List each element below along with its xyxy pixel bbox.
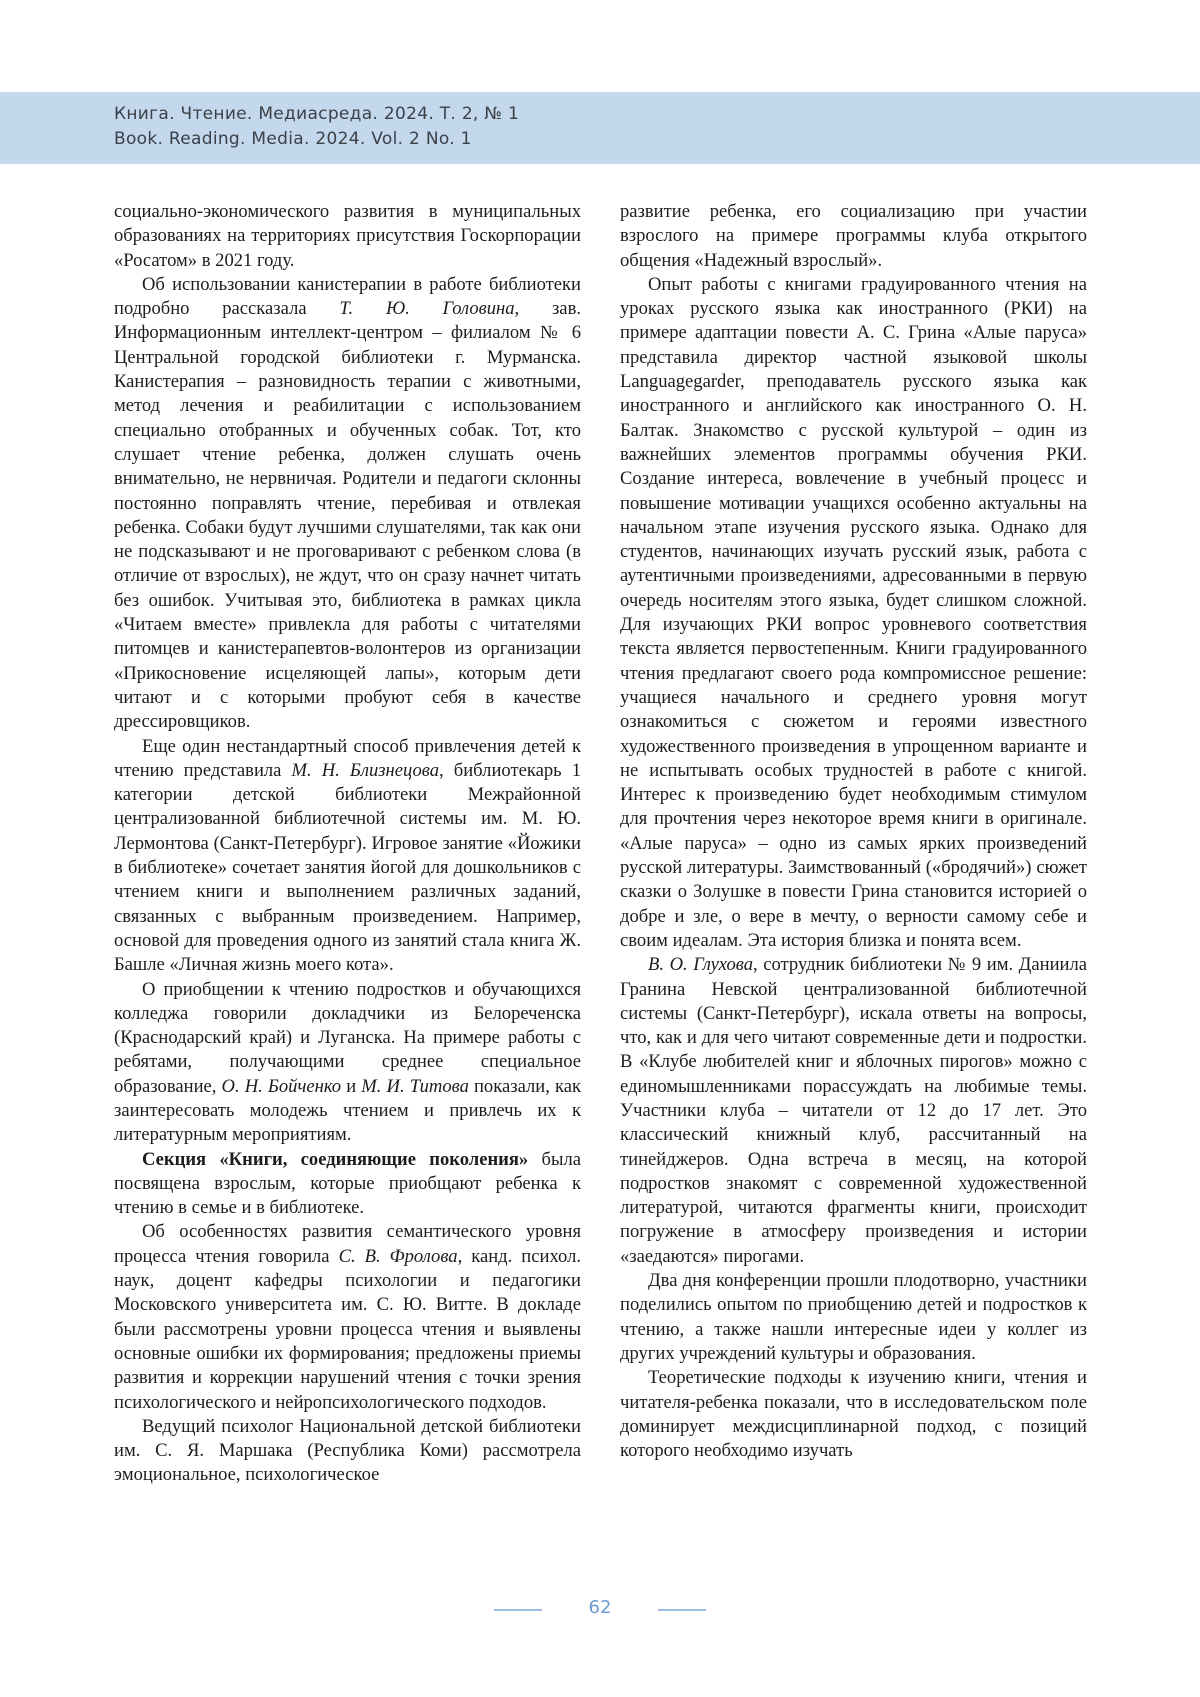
- text-run: Теоретические подходы к изучению книги, чтения и читателя-ребенка показали, что в исследовательском поле доминирует междисциплинарной подход, с позиций которого необходимо изучать: [620, 1367, 1087, 1462]
- paragraph: [620, 200, 1087, 273]
- text-run: и: [341, 1075, 362, 1097]
- footer-rule-right: [658, 1609, 706, 1611]
- paragraph: [114, 1415, 581, 1488]
- text-run: социально-экономического развития в муниципальных образованиях на территориях присутствия Госкорпорации «Росатом» в 2021 году.: [114, 201, 581, 271]
- text-run: Об использовании канистерапии в работе библиотеки подробно рассказала: [114, 273, 581, 320]
- text-run: развитие ребенка, его социализацию при участии взрослого на примере программы клуба открытого общения «Надежный взрослый».: [620, 201, 1087, 271]
- paragraph: [114, 978, 581, 1148]
- paragraph: [620, 1269, 1087, 1366]
- person-name: О. Н. Бойченко: [221, 1075, 342, 1097]
- text-run: , канд. психол. наук, доцент кафедры психологии и педагогики Московского университета им. С. Ю. Витте. В докладе были рассмотрены уровни процесса чтения и выявлены основные ошибки их формирования; предложены приемы развития и коррекции нарушений чтения с точки зрения психологического и нейропсихологического подходов.: [114, 1245, 582, 1413]
- page-number: 62: [588, 1597, 612, 1618]
- text-run: Еще один нестандартный способ привлечения детей к чтению представила: [114, 735, 581, 781]
- journal-title-en: Book. Reading. Media. 2024. Vol. 2 No. 1: [114, 129, 472, 149]
- text-run: Два дня конференции прошли плодотворно, участники поделились опытом по приобщению детей и подростков к чтению, а также нашли интересные идеи у коллег из других учреждений культуры и образования.: [620, 1270, 1087, 1364]
- person-name: М. Н. Близнецова: [291, 759, 440, 781]
- text-run: Об особенностях развития семантического уровня процесса чтения говорила: [114, 1221, 581, 1267]
- text-run: , библиотекарь 1 категории детской библиотеки Межрайонной централизованной библиотечной системы им. М. Ю. Лермонтова (Санкт-Петербург). Игровое занятие «Йожики в библиотеке» сочетает занятия йогой для дошкольников с чтением книги и выполнением различных заданий, связанных с выбранным произведением. Например, основой для проведения одного из занятий стала книга Ж. Башле «Личная жизнь моего кота».: [114, 759, 581, 976]
- left-column: [114, 200, 581, 1488]
- person-name: В. О. Глухова: [648, 954, 754, 976]
- paragraph: [114, 735, 581, 978]
- paragraph: [620, 273, 1087, 953]
- paragraph: [114, 273, 581, 735]
- person-name: Т. Ю. Головина: [339, 298, 515, 320]
- person-name: М. И. Титова: [361, 1075, 469, 1097]
- text-run: Опыт работы с книгами градуированного чтения на уроках русского языка как иностранного (РКИ) на примере адаптации повести А. С. Грина «Алые паруса» представила директор частной языковой школы Languagegarder, преподаватель русского языка как иностранного и английского как иностранного О. Н. Балтак. Знакомство с русской культурой – один из важнейших элементов программы обучения РКИ. Создание интереса, вовлечение в учебный процесс и повышение мотивации учащихся особенно актуальны на начальном этапе изучения русского языка. Однако для студентов, начинающих изучать русский язык, работа с аутентичными произведениями, адресованными в первую очередь носителям этого языка, будет слишком сложной. Для изучающих РКИ вопрос уровневого соответствия текста является первостепенным. Книги градуированного чтения предлагают своего рода компромиссное решение: учащиеся начального и среднего уровня могут ознакомиться с сюжетом и героями известного художественного произведения в упрощенном варианте и не испытывать особых трудностей в работе с книгой. Интерес к произведению будет необходимым стимулом для прочтения через некоторое время книги в оригинале. «Алые паруса» – одно из самых ярких произведений русской литературы. Заимствованный («бродячий») сюжет сказки о Золушке в повести Грина становится историей о добре и зле, о вере в мечту, о верности самому себе и своим идеалам. Эта история близка и понята всем.: [620, 273, 1087, 951]
- text-run: О приобщении к чтению подростков и обучающихся колледжа говорили докладчики из Белореченска (Краснодарский край) и Луганска. На примере работы с ребятами, получающими среднее специальное образование,: [114, 978, 581, 1097]
- journal-title-ru: Книга. Чтение. Медиасреда. 2024. Т. 2, № 1: [114, 104, 520, 124]
- text-run: показали, как заинтересовать молодежь чтением и привлечь их к литературным мероприятиям.: [114, 1075, 582, 1146]
- journal-header: [0, 92, 1200, 164]
- text-run: была посвящена взрослым, которые приобщают ребенка к чтению в семье и в библиотеке.: [114, 1148, 581, 1219]
- text-run: Ведущий психолог Национальной детской библиотеки им. С. Я. Маршака (Республика Коми) рассмотрела эмоциональное, психологическое: [114, 1415, 581, 1486]
- paragraph: [620, 1366, 1087, 1463]
- paragraph: [114, 200, 581, 273]
- text-run: , сотрудник библиотеки № 9 им. Даниила Гранина Невской централизованной библиотечной системы (Санкт-Петербург), искала ответы на вопросы, что, как и для чего читают современные дети и подростки. В «Клубе любителей книг и яблочных пирогов» можно с единомышленниками порассуждать на любимые темы. Участники клуба – читатели от 12 до 17 лет. Это классический книжный клуб, рассчитанный на тинейджеров. Одна встреча в месяц, на которой подростков знакомят с современной художественной литературой, читаются фрагменты книги, происходит погружение в атмосферу произведения и истории «заедаются» пирогами.: [620, 954, 1087, 1267]
- section-title: Секция «Книги, соединяющие поколения»: [142, 1148, 529, 1170]
- text-run: , зав. Информационным интеллект-центром – филиалом № 6 Центральной городской библиотеки г. Мурманска. Канистерапия – разновидность терапии с животными, метод лечения и реабилитации с использованием специально отобранных и обученных собак. Тот, кто слушает чтение ребенка, должен слушать очень внимательно, не нервничая. Родители и педагоги склонны постоянно поправлять чтение, перебивая и отвлекая ребенка. Собаки будут лучшими слушателями, так как они не подсказывают и не проговаривают с ребенком слова (в отличие от взрослых), не ждут, что он сразу начнет читать без ошибок. Учитывая это, библиотека в рамках цикла «Читаем вместе» привлекла для работы с читателями питомцев и канистерапевтов-волонтеров из организации «Прикосновение исцеляющей лапы», которым дети читают и с которыми пробуют себя в качестве дрессировщиков.: [114, 298, 581, 733]
- right-column: [620, 200, 1087, 1463]
- paragraph: [114, 1148, 581, 1221]
- paragraph: [114, 1220, 581, 1414]
- paragraph: [620, 953, 1087, 1269]
- person-name: С. В. Фролова: [338, 1245, 458, 1267]
- footer-rule-left: [494, 1609, 542, 1611]
